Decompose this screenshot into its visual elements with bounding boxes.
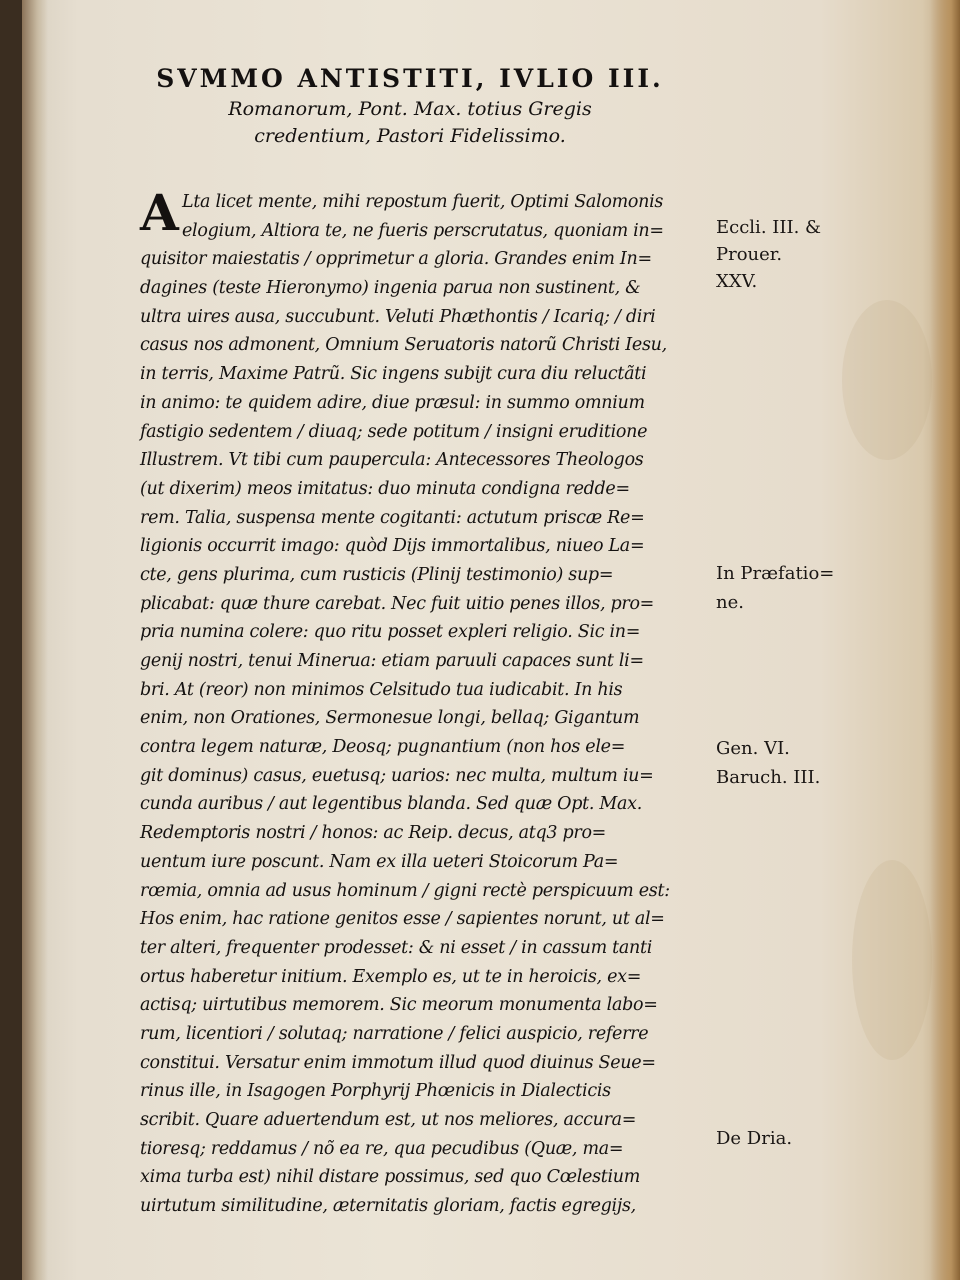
drop-cap-letter: A: [140, 183, 179, 242]
text-line: uirtutum similitudine, æternitatis gloriam, factis egregijs,: [140, 1196, 636, 1217]
margin-note-de-dria: De Dria.: [716, 1128, 793, 1149]
text-line: bri. At (reor) non minimos Celsitudo tua iudicabit. In his: [140, 679, 623, 700]
page-gutter-shadow: [22, 0, 48, 1280]
text-line: rem. Talia, suspensa mente cogitanti: actutum priscæ Re=: [140, 507, 645, 528]
text-line: enim, non Orationes, Sermonesue longi, bellaq; Gigantum: [140, 708, 640, 729]
foxing-stain: [852, 860, 932, 1060]
dedication-subtitle-line-1: Romanorum, Pont. Max. totius Gregis: [228, 98, 592, 120]
text-line: ligionis occurrit imago: quòd Dijs immortalibus, niueo La=: [140, 536, 645, 557]
text-line: constitui. Versatur enim immotum illud quod diuinus Seue=: [140, 1052, 656, 1073]
text-line: uentum iure poscunt. Nam ex illa ueteri Stoicorum Pa=: [140, 851, 619, 872]
text-line: tioresq; reddamus / nõ ea re, qua pecudibus (Quæ, ma=: [140, 1138, 624, 1159]
margin-note-gen: Gen. VI.: [716, 738, 790, 759]
text-line: in animo: te quidem adire, diue præsul: in summo omnium: [140, 392, 645, 413]
text-line: quisitor maiestatis / opprimetur a gloria. Grandes enim In=: [140, 249, 652, 270]
text-line: (ut dixerim) meos imitatus: duo minuta condigna redde=: [140, 478, 630, 499]
text-line: fastigio sedentem / diuaq; sede potitum / insigni eruditione: [140, 421, 648, 442]
text-line: pria numina colere: quo ritu posset expleri religio. Sic in=: [140, 622, 641, 643]
text-line: Hos enim, hac ratione genitos esse / sapientes norunt, ut al=: [140, 909, 665, 930]
text-line: Redemptoris nostri / honos: ac Reip. decus, atq3 pro=: [140, 823, 607, 844]
margin-note-eccl: Eccli. III. &: [716, 217, 822, 238]
text-line: in terris, Maxime Patrũ. Sic ingens subijt cura diu reluctãti: [140, 364, 647, 385]
text-line: plicabat: quæ thure carebat. Nec fuit uitio penes illos, pro=: [140, 593, 655, 614]
text-line: cunda auribus / aut legentibus blanda. Sed quæ Opt. Max.: [140, 794, 642, 815]
text-line: contra legem naturæ, Deosq; pugnantium (non hos ele=: [140, 737, 626, 758]
text-line: genij nostri, tenui Minerua: etiam paruuli capaces sunt li=: [140, 651, 644, 671]
margin-note-baruch: Baruch. III.: [716, 767, 821, 788]
margin-note-xxv: XXV.: [716, 271, 758, 292]
dedication-header: [130, 62, 690, 150]
foxing-stain: [842, 300, 932, 460]
text-line: cte, gens plurima, cum rusticis (Plinij testimonio) sup=: [140, 564, 614, 585]
text-line: ortus haberetur initium. Exemplo es, ut te in heroicis, ex=: [140, 966, 642, 987]
dedication-subtitle-line-2: credentium, Pastori Fidelissimo.: [254, 125, 566, 147]
text-line: rœmia, omnia ad usus hominum / gigni rectè perspicuum est:: [140, 880, 670, 901]
text-line: Lta licet mente, mihi repostum fuerit, Optimi Salomonis: [182, 192, 664, 212]
text-line: casus nos admonent, Omnium Seruatoris natorũ Christi Iesu,: [140, 335, 667, 356]
page-foxed-edge: [930, 0, 960, 1280]
text-line: git dominus) casus, euetusq; uarios: nec multa, multum iu=: [140, 765, 654, 786]
text-line: scribit. Quare aduertendum est, ut nos meliores, accura=: [140, 1110, 637, 1130]
text-line: elogium, Altiora te, ne fueris perscrutatus, quoniam in=: [182, 220, 664, 241]
margin-note-prouer: Prouer.: [716, 244, 783, 265]
margin-note-praefatione-end: ne.: [716, 592, 744, 613]
text-line: rinus ille, in Isagogen Porphyrij Phœnicis in Dialecticis: [140, 1081, 611, 1102]
dedication-title: SVMMO ANTISTITI, IVLIO III.: [156, 64, 664, 93]
text-line: ter alteri, frequenter prodesset: & ni esset / in cassum tanti: [140, 937, 653, 958]
text-line: xima turba est) nihil distare possimus, sed quo Cœlestium: [140, 1167, 641, 1188]
margin-note-praefatione: In Præfatio=: [716, 563, 835, 584]
text-line: Illustrem. Vt tibi cum paupercula: Antecessores Theologos: [140, 450, 644, 471]
text-line: rum, licentiori / solutaq; narratione / felici auspicio, referre: [140, 1023, 649, 1044]
text-line: ultra uires ausa, succubunt. Veluti Phæthontis / Icariq; / diri: [140, 306, 656, 327]
dedication-body-text: [140, 183, 720, 1221]
text-line: actisq; uirtutibus memorem. Sic meorum monumenta labo=: [140, 995, 658, 1016]
text-line: dagines (teste Hieronymo) ingenia parua non sustinent, &: [140, 278, 641, 299]
